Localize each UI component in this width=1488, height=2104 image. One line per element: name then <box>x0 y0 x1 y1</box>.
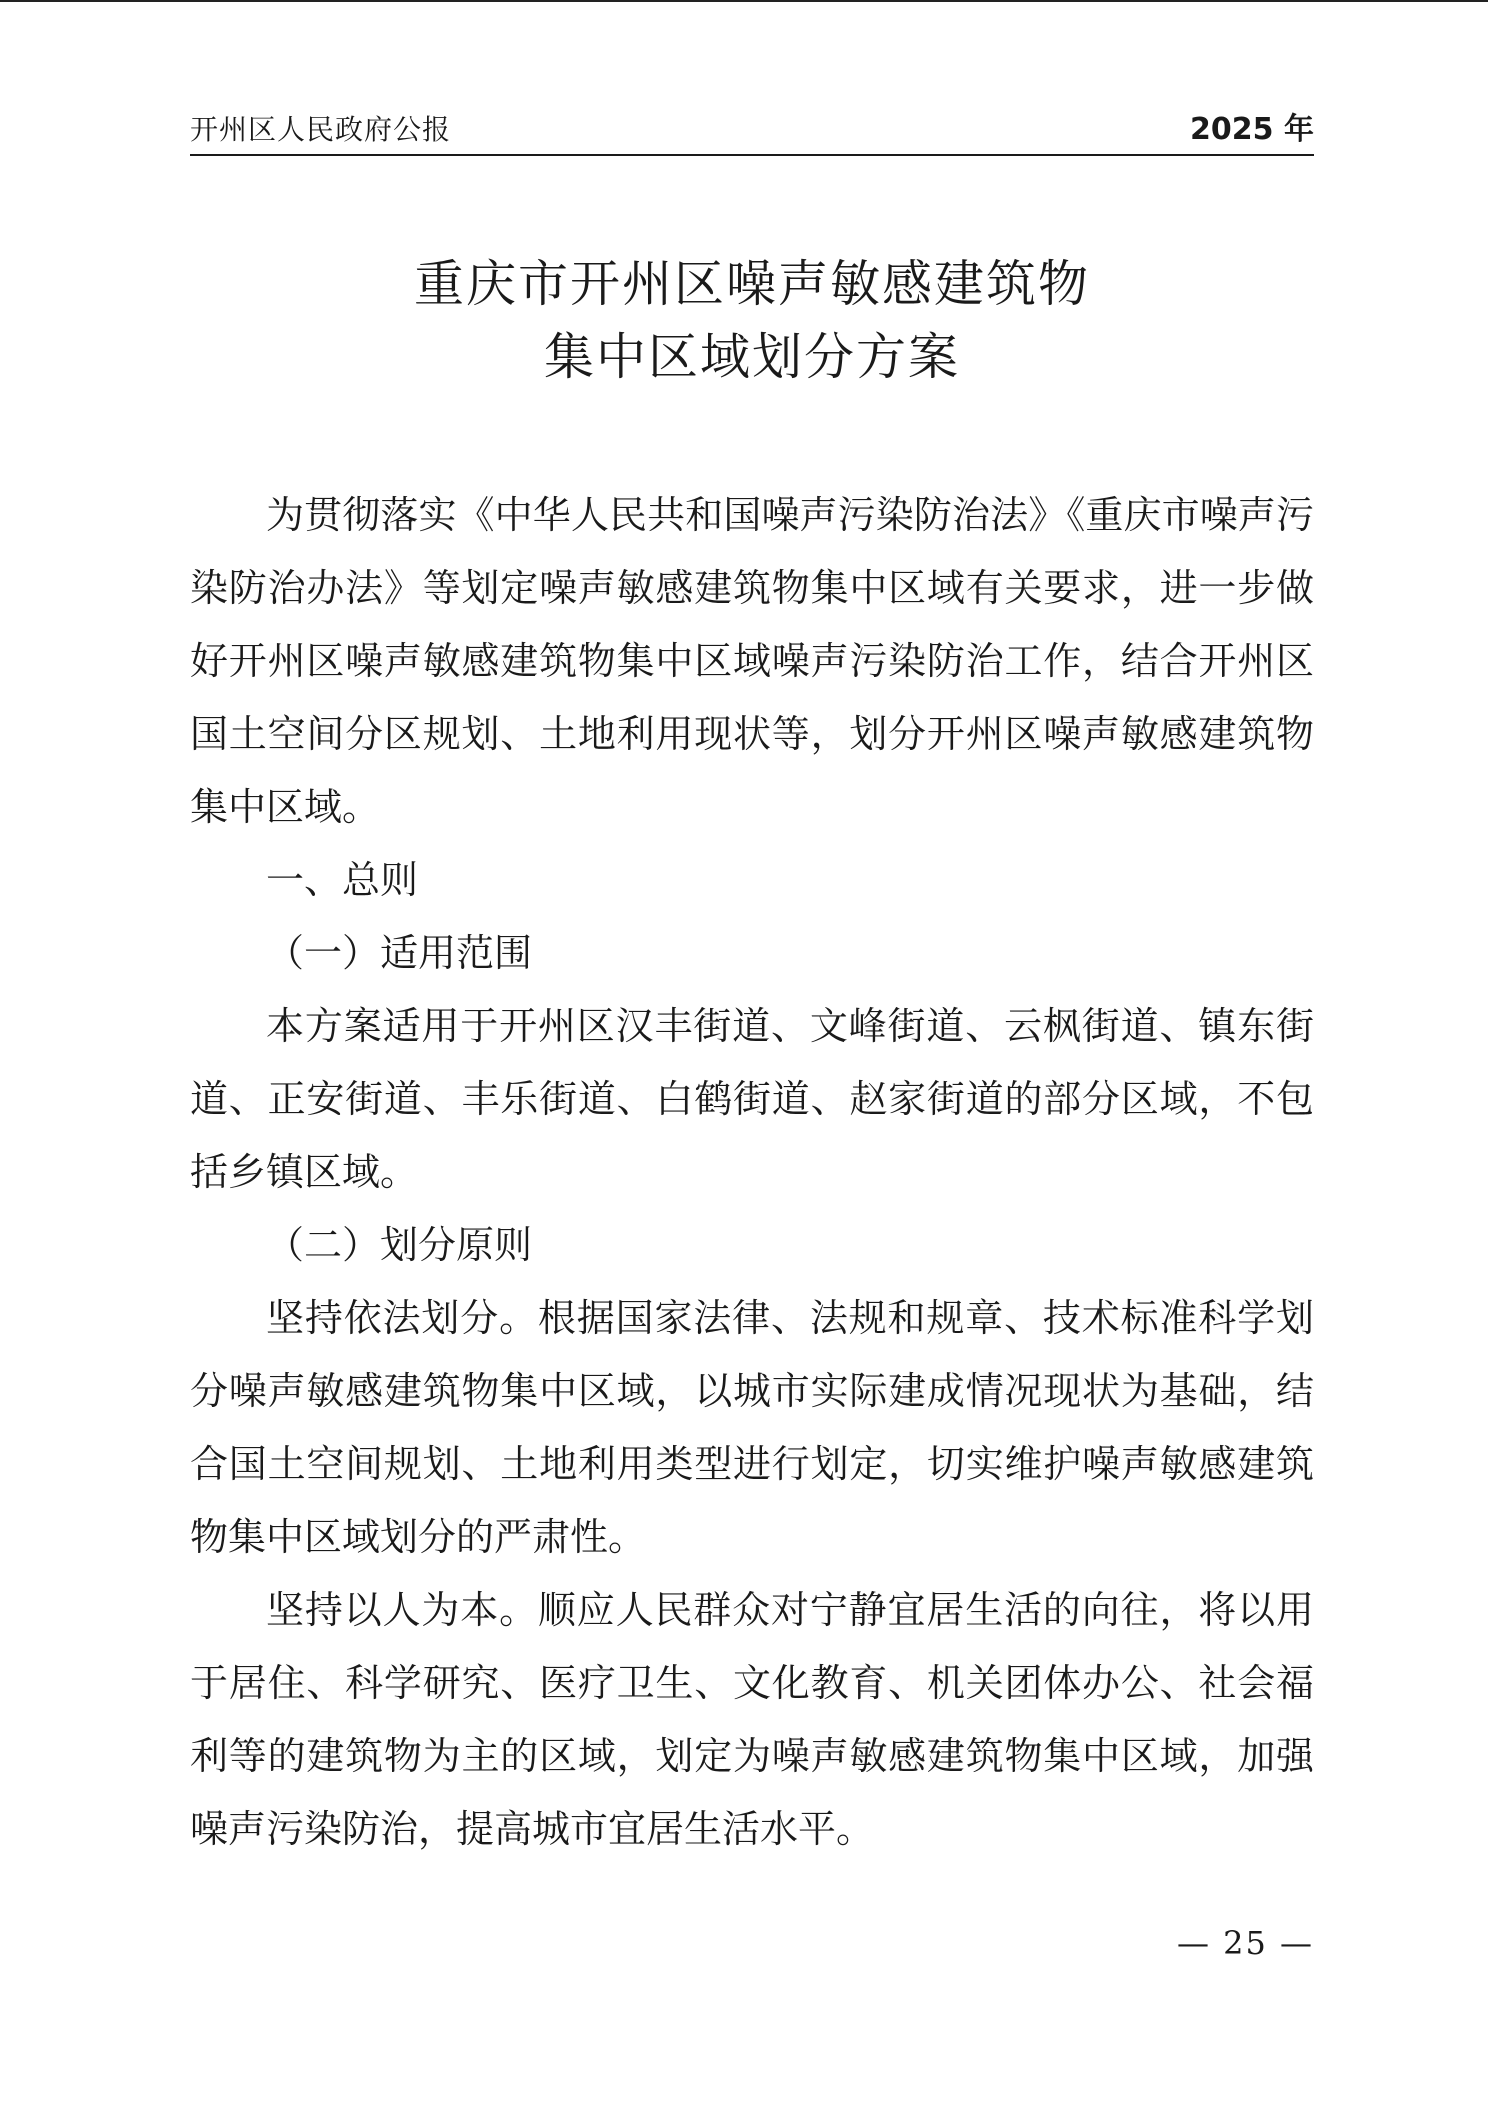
principle-paragraph-people: 坚持以人为本。顺应人民群众对宁静宜居生活的向往，将以用于居住、科学研究、医疗卫生、文化教育、机关团体办公、社会福利等的建筑物为主的区域，划定为噪声敏感建筑物集中区域，加强噪声污染防治，提高城市宜居生活水平。 <box>190 1588 1314 1851</box>
page-number: — 25 — <box>1176 1924 1314 1962</box>
section-heading-general: 一、总则 <box>266 858 419 902</box>
publication-name: 开州区人民政府公报 <box>190 113 452 146</box>
subsection-heading-principles: （二）划分原则 <box>266 1223 533 1267</box>
page-header <box>190 106 1314 156</box>
principle-paragraph-law: 坚持依法划分。根据国家法律、法规和规章、技术标准科学划分噪声敏感建筑物集中区域，以城市实际建成情况现状为基础，结合国土空间规划、土地利用类型进行划定，切实维护噪声敏感建筑物集中区域划分的严肃性。 <box>190 1296 1314 1559</box>
intro-paragraph: 为贯彻落实《中华人民共和国噪声污染防治法》《重庆市噪声污染防治办法》等划定噪声敏感建筑物集中区域有关要求，进一步做好开州区噪声敏感建筑物集中区域噪声污染防治工作，结合开州区国土空间分区规划、土地利用现状等，划分开州区噪声敏感建筑物集中区域。 <box>190 493 1314 829</box>
publication-year: 2025 年 <box>1190 112 1314 147</box>
subsection-heading-scope: （一）适用范围 <box>266 931 533 975</box>
document-body <box>190 479 1314 1866</box>
scope-paragraph: 本方案适用于开州区汉丰街道、文峰街道、云枫街道、镇东街道、正安街道、丰乐街道、白鹤街道、赵家街道的部分区域，不包括乡镇区域。 <box>190 1004 1314 1194</box>
document-title-line-1: 重庆市开州区噪声敏感建筑物 <box>414 255 1090 313</box>
document-title-line-2: 集中区域划分方案 <box>544 328 960 386</box>
